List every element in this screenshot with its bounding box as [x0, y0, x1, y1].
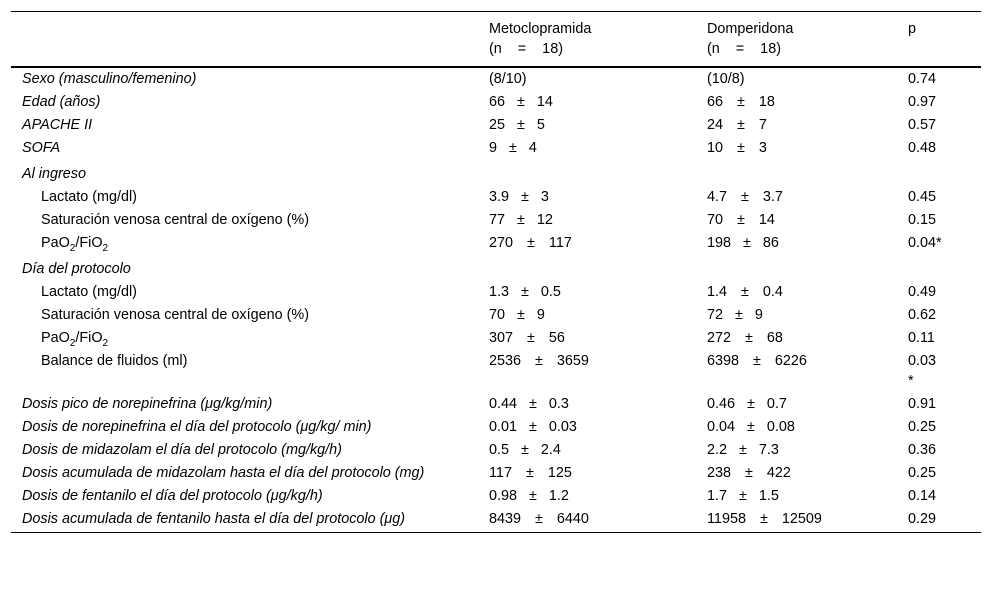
mean-value: 70	[707, 212, 724, 228]
mean-value: 4.7	[707, 189, 728, 205]
mean-value: 3.9	[489, 189, 510, 205]
cell-domperidona	[696, 416, 897, 439]
mean-value: 0.01	[489, 419, 518, 435]
sd-value: 422	[766, 465, 791, 481]
header-domperidona	[696, 12, 897, 68]
sd-value: 0.7	[766, 396, 787, 412]
sd-value: 14	[536, 94, 553, 110]
mean-value: 24	[707, 117, 724, 133]
cell-domperidona	[696, 91, 897, 114]
header-row	[11, 12, 981, 68]
cell-domperidona	[696, 281, 897, 304]
table-row	[11, 209, 981, 232]
sd-value: 68	[766, 330, 783, 346]
mean-value: 0.98	[489, 488, 518, 504]
mean-value: 307	[489, 330, 514, 346]
p-value: 0.03	[908, 353, 937, 369]
header-col3-name: Domperidona	[707, 21, 794, 37]
mean-value: 198	[707, 235, 732, 251]
sd-value: 2.4	[540, 442, 561, 458]
cell-domperidona	[696, 350, 897, 393]
mean-value: 11958	[707, 511, 746, 527]
plus-minus: ±	[737, 140, 745, 156]
plus-minus: ±	[517, 307, 525, 323]
plus-minus: ±	[735, 307, 743, 323]
sd-value: 0.3	[548, 396, 569, 412]
sd-value: 1.5	[758, 488, 779, 504]
table-row	[11, 439, 981, 462]
group-row	[11, 160, 981, 186]
mean-value: 70	[489, 307, 506, 323]
cell-p: 0.29	[908, 511, 937, 527]
cell-domperidona	[696, 439, 897, 462]
row-label: Saturación venosa central de oxígeno (%)	[41, 307, 309, 323]
header-metoclopramida	[478, 12, 696, 68]
mean-value: 9	[489, 140, 498, 156]
cell-p: 0.49	[908, 284, 937, 300]
label-part: /FiO	[75, 235, 103, 251]
sd-value: 3	[758, 140, 767, 156]
sd-value: 1.2	[548, 488, 569, 504]
table-row	[11, 393, 981, 416]
subscript: 2	[102, 243, 109, 254]
plus-minus: ±	[535, 511, 543, 527]
subscript: 2	[69, 338, 76, 349]
cell-domperidona	[696, 209, 897, 232]
plus-minus: ±	[509, 140, 517, 156]
cell-p: 0.25	[908, 465, 937, 481]
plus-minus: ±	[759, 511, 768, 527]
table-row	[11, 350, 981, 393]
plus-minus: ±	[739, 442, 747, 458]
cell-p: 0.57	[908, 117, 937, 133]
header-p: p	[908, 21, 917, 37]
mean-value: 77	[489, 212, 506, 228]
plus-minus: ±	[525, 465, 534, 481]
plus-minus: ±	[753, 353, 761, 369]
subscript: 2	[69, 243, 76, 254]
subscript: 2	[102, 338, 109, 349]
table-row	[11, 462, 981, 485]
cell-domperidona	[696, 304, 897, 327]
cell-p	[897, 350, 981, 393]
group-label-al-ingreso: Al ingreso	[22, 166, 86, 182]
mean-value: 238	[707, 465, 732, 481]
row-label: SOFA	[22, 140, 61, 156]
cell-domperidona	[696, 327, 897, 350]
row-label: Sexo (masculino/femenino)	[22, 71, 197, 87]
row-label: Dosis de norepinefrina el día del protocolo (μg/kg/ min)	[22, 419, 372, 435]
cell-metoclopramida	[478, 462, 696, 485]
sd-value: 3659	[556, 353, 589, 369]
plus-minus: ±	[521, 442, 529, 458]
cell-domperidona: (10/8)	[707, 71, 745, 87]
label-part: PaO	[41, 235, 70, 251]
cell-metoclopramida	[478, 416, 696, 439]
plus-minus: ±	[529, 488, 537, 504]
sd-value: 0.08	[766, 419, 795, 435]
cell-domperidona	[696, 114, 897, 137]
cell-metoclopramida	[478, 393, 696, 416]
row-label: Lactato (mg/dl)	[41, 284, 137, 300]
mean-value: 272	[707, 330, 732, 346]
mean-value: 72	[707, 307, 724, 323]
mean-value: 0.04	[707, 419, 736, 435]
plus-minus: ±	[517, 94, 525, 110]
cell-p: 0.25	[908, 419, 937, 435]
cell-metoclopramida	[478, 350, 696, 393]
table-row	[11, 186, 981, 209]
cell-domperidona	[696, 485, 897, 508]
table-header	[11, 12, 981, 68]
plus-minus: ±	[747, 419, 755, 435]
cell-domperidona	[696, 393, 897, 416]
header-col2-n: (n = 18)	[489, 41, 563, 57]
mean-value: 0.46	[707, 396, 736, 412]
plus-minus: ±	[529, 396, 537, 412]
cell-metoclopramida	[478, 137, 696, 160]
plus-minus: ±	[743, 235, 751, 251]
sd-value: 56	[548, 330, 565, 346]
sd-value: 117	[548, 235, 572, 251]
row-label: Balance de fluidos (ml)	[41, 353, 188, 369]
cell-p: 0.48	[908, 140, 937, 156]
mean-value: 0.5	[489, 442, 510, 458]
mean-value: 2.2	[707, 442, 728, 458]
cell-metoclopramida	[478, 232, 696, 255]
sd-value: 9	[536, 307, 545, 323]
sd-value: 5	[536, 117, 545, 133]
cell-p: 0.14	[908, 488, 937, 504]
row-label: Dosis de fentanilo el día del protocolo (μg/kg/h)	[22, 488, 323, 504]
table-row	[11, 137, 981, 160]
mean-value: 10	[707, 140, 724, 156]
mean-value: 2536	[489, 353, 522, 369]
group-label-dia-protocolo: Día del protocolo	[22, 261, 131, 277]
plus-minus: ±	[737, 117, 745, 133]
table-row	[11, 327, 981, 350]
table-row	[11, 304, 981, 327]
mean-value: 25	[489, 117, 506, 133]
row-label: Edad (años)	[22, 94, 101, 110]
label-part: PaO	[41, 330, 70, 346]
row-label: Saturación venosa central de oxígeno (%)	[41, 212, 309, 228]
row-label: Dosis acumulada de fentanilo hasta el día del protocolo (μg)	[22, 511, 406, 527]
cell-p: 0.45	[908, 189, 937, 205]
row-label: Dosis pico de norepinefrina (μg/kg/min)	[22, 396, 273, 412]
cell-p: 0.11	[908, 330, 935, 346]
sd-value: 125	[547, 465, 572, 481]
plus-minus: ±	[741, 284, 749, 300]
cell-metoclopramida: (8/10)	[489, 71, 527, 87]
cell-domperidona	[696, 462, 897, 485]
table-row	[11, 508, 981, 533]
cell-domperidona	[696, 508, 897, 533]
row-label: Lactato (mg/dl)	[41, 189, 137, 205]
group-row	[11, 255, 981, 281]
mean-value: 6398	[707, 353, 740, 369]
sd-value: 3	[540, 189, 549, 205]
mean-value: 0.44	[489, 396, 518, 412]
cell-metoclopramida	[478, 114, 696, 137]
cell-metoclopramida	[478, 281, 696, 304]
table-row	[11, 114, 981, 137]
sd-value: 4	[528, 140, 537, 156]
plus-minus: ±	[741, 189, 749, 205]
sd-value: 0.5	[540, 284, 561, 300]
sd-value: 9	[754, 307, 763, 323]
data-table	[11, 11, 981, 533]
cell-domperidona	[696, 137, 897, 160]
row-label: Dosis de midazolam el día del protocolo (mg/kg/h)	[22, 442, 342, 458]
sd-value: 6440	[556, 511, 589, 527]
plus-minus: ±	[521, 189, 529, 205]
cell-p: 0.04*	[908, 235, 942, 251]
plus-minus: ±	[745, 330, 753, 346]
sd-value: 7.3	[758, 442, 779, 458]
sd-value: 0.4	[762, 284, 783, 300]
table-row	[11, 91, 981, 114]
cell-metoclopramida	[478, 327, 696, 350]
plus-minus: ±	[527, 235, 535, 251]
mean-value: 8439	[489, 511, 522, 527]
cell-metoclopramida	[478, 186, 696, 209]
table-body	[11, 67, 981, 533]
row-label	[11, 327, 478, 350]
plus-minus: ±	[529, 419, 537, 435]
cell-metoclopramida	[478, 485, 696, 508]
p-asterisk: *	[908, 373, 914, 389]
sd-value: 7	[758, 117, 767, 133]
plus-minus: ±	[527, 330, 535, 346]
cell-p: 0.15	[908, 212, 937, 228]
plus-minus: ±	[521, 284, 529, 300]
cell-p: 0.62	[908, 307, 937, 323]
mean-value: 66	[489, 94, 506, 110]
plus-minus: ±	[737, 94, 745, 110]
plus-minus: ±	[747, 396, 755, 412]
table-row	[11, 485, 981, 508]
table-row	[11, 281, 981, 304]
mean-value: 1.4	[707, 284, 728, 300]
cell-domperidona	[696, 232, 897, 255]
plus-minus: ±	[739, 488, 747, 504]
header-col2-name: Metoclopramida	[489, 21, 592, 37]
mean-value: 1.3	[489, 284, 510, 300]
cell-p: 0.91	[908, 396, 937, 412]
header-col3-n: (n = 18)	[707, 41, 781, 57]
cell-p: 0.36	[908, 442, 937, 458]
cell-metoclopramida	[478, 209, 696, 232]
row-label	[11, 232, 478, 255]
sd-value: 14	[758, 212, 775, 228]
sd-value: 18	[758, 94, 775, 110]
sd-value: 12509	[781, 511, 822, 527]
cell-p: 0.97	[908, 94, 937, 110]
plus-minus: ±	[517, 212, 525, 228]
row-label: Dosis acumulada de midazolam hasta el día del protocolo (mg)	[22, 465, 425, 481]
cell-p: 0.74	[908, 71, 937, 87]
sd-value: 0.03	[548, 419, 577, 435]
sd-value: 86	[762, 235, 779, 251]
table-row	[11, 232, 981, 255]
label-part: /FiO	[75, 330, 103, 346]
plus-minus: ±	[517, 117, 525, 133]
sd-value: 12	[536, 212, 553, 228]
cell-metoclopramida	[478, 91, 696, 114]
cell-metoclopramida	[478, 304, 696, 327]
cell-metoclopramida	[478, 508, 696, 533]
sd-value: 6226	[774, 353, 807, 369]
cell-metoclopramida	[478, 439, 696, 462]
plus-minus: ±	[535, 353, 543, 369]
cell-domperidona	[696, 186, 897, 209]
sd-value: 3.7	[762, 189, 783, 205]
plus-minus: ±	[737, 212, 745, 228]
mean-value: 66	[707, 94, 724, 110]
row-label: APACHE II	[22, 117, 93, 133]
mean-value: 270	[489, 235, 514, 251]
mean-value: 117	[489, 465, 512, 481]
mean-value: 1.7	[707, 488, 728, 504]
plus-minus: ±	[745, 465, 753, 481]
header-label-cell	[11, 12, 478, 68]
table-row	[11, 416, 981, 439]
table-row	[11, 67, 981, 91]
